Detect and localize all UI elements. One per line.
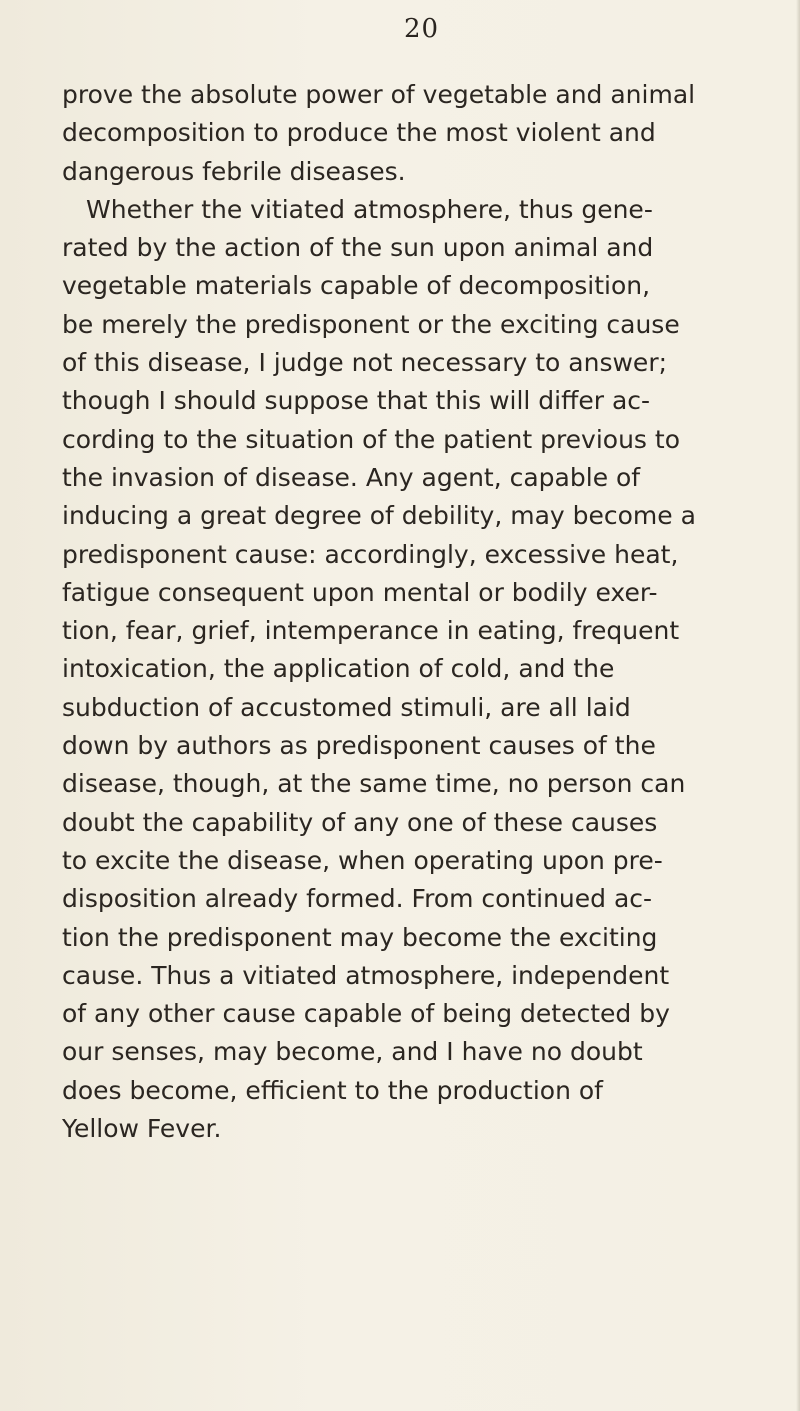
text-line: doubt the capability of any one of these causes [62, 807, 658, 837]
text-line: disposition already formed. From continued ac- [62, 884, 653, 914]
text-line: intoxication, the application of cold, and the [62, 654, 615, 684]
text-line: does become, efficient to the production of [62, 1075, 603, 1105]
text-line: tion, fear, grief, intemperance in eating, frequent [62, 616, 680, 646]
text-line: cause. Thus a vitiated atmosphere, independent [62, 960, 670, 990]
text-line: vegetable materials capable of decomposition, [62, 271, 651, 301]
text-line: our senses, may become, and I have no doubt [62, 1037, 643, 1067]
text-line: rated by the action of the sun upon animal and [62, 233, 654, 263]
text-line: inducing a great degree of debility, may become a [62, 501, 696, 531]
text-line: subduction of accustomed stimuli, are all laid [62, 692, 631, 722]
text-line: down by authors as predisponent causes of the [62, 731, 656, 761]
text-line: be merely the predisponent or the exciting cause [62, 309, 680, 339]
text-line: predisponent cause: accordingly, excessive heat, [62, 539, 679, 569]
page-edge-shadow [796, 0, 800, 1411]
text-line: of any other cause capable of being detected by [62, 999, 670, 1029]
body-text [62, 76, 762, 1148]
text-line: the invasion of disease. Any agent, capable of [62, 462, 641, 492]
paragraph-start-line: Whether the vitiated atmosphere, thus gene- [86, 194, 653, 224]
text-line: dangerous febrile diseases. [62, 156, 406, 186]
text-line: disease, though, at the same time, no person can [62, 769, 686, 799]
text-line: tion the predisponent may become the exciting [62, 922, 658, 952]
text-line: cording to the situation of the patient previous to [62, 424, 681, 454]
text-line: Yellow Fever. [62, 1114, 222, 1144]
text-line: prove the absolute power of vegetable and animal [62, 80, 696, 109]
text-line: though I should suppose that this will differ ac- [62, 386, 651, 416]
text-line: to excite the disease, when operating upon pre- [62, 845, 663, 875]
text-line: of this disease, I judge not necessary to answer; [62, 348, 668, 378]
text-line: decomposition to produce the most violent and [62, 118, 656, 148]
page-number: 20 [404, 14, 440, 44]
text-line: fatigue consequent upon mental or bodily exer- [62, 577, 658, 607]
